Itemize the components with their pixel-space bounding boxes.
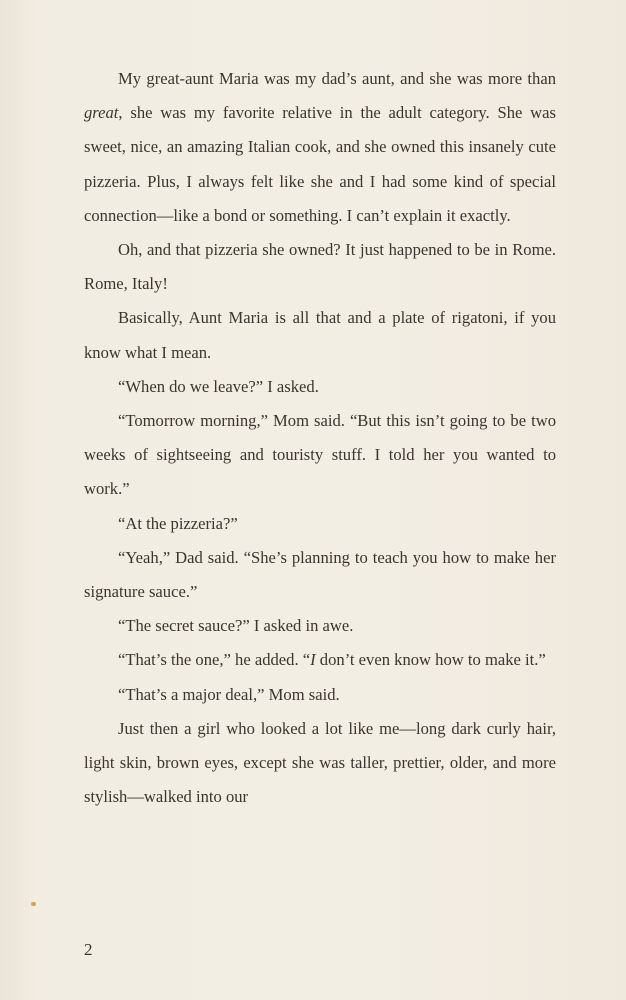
- paragraph-7: “Yeah,” Dad said. “She’s planning to teach you how to make her signature sauce.”: [84, 547, 556, 602]
- paragraph-5: “Tomorrow morning,” Mom said. “But this isn’t going to be two weeks of sightseeing and touristy stuff. I told her you wanted to work.”: [84, 411, 556, 499]
- page-number: 2: [84, 940, 93, 959]
- paragraph-2: Oh, and that pizzeria she owned? It just happened to be in Rome. Rome, Italy!: [84, 240, 556, 294]
- paragraph-1: My great-aunt Maria was my dad’s aunt, and she was more than great, she was my favorite relative in the adult category. She was sweet, nice, an amazing Italian cook, and she owned this insanely cute pizzeria. Plus, I always felt like she and I had some kind of special connection—like a bond or something. I can’t explain it exactly.: [84, 69, 556, 225]
- paragraph-3: Basically, Aunt Maria is all that and a plate of rigatoni, if you know what I mean.: [84, 308, 556, 362]
- paragraph-9: “That’s the one,” he added. “I don’t even know how to make it.”: [118, 650, 546, 670]
- paragraph-8: “The secret sauce?” I asked in awe.: [118, 616, 354, 636]
- paragraph-10: “That’s a major deal,” Mom said.: [118, 684, 340, 704]
- paragraph-6: “At the pizzeria?”: [118, 513, 238, 533]
- paragraph-11: Just then a girl who looked a lot like me—long dark curly hair, light skin, brown eyes, except she was taller, prettier, older, and more stylish—walked into our: [84, 718, 556, 807]
- margin-mark: [31, 902, 36, 906]
- body-text: [84, 62, 556, 814]
- paragraph-4: “When do we leave?” I asked.: [118, 376, 319, 396]
